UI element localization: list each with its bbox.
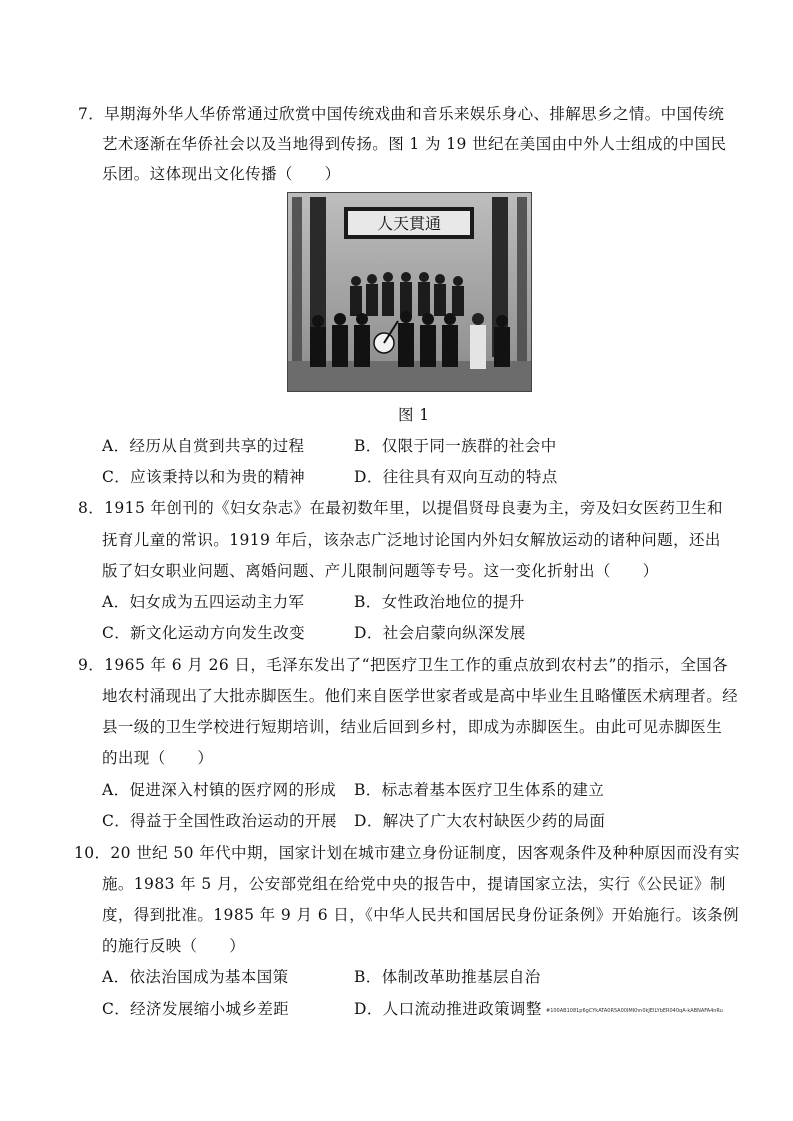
q10-stem-line-2: 施。1983 年 5 月，公安部党组在给党中央的报告中，提请国家立法，实行《公民证》制 <box>102 875 726 893</box>
q9-option-c: C．得益于全国性政治运动的开展 <box>102 812 337 830</box>
q9-option-b: B．标志着基本医疗卫生体系的建立 <box>354 781 605 799</box>
figure-caption: 图 1 <box>398 406 430 424</box>
q8-stem-line-3: 版了妇女职业问题、离婚问题、产儿限制问题等专号。这一变化折射出（ ） <box>102 562 659 580</box>
q7-figure-photo <box>287 192 532 392</box>
q8-option-b: B．女性政治地位的提升 <box>354 593 525 611</box>
q10-stem-line-3: 度，得到批准。1985 年 9 月 6 日，《中华人民共和国居民身份证条例》开始施行。该条例 <box>102 906 739 924</box>
q10-option-c: C．经济发展缩小城乡差距 <box>102 1000 290 1018</box>
q9-stem-line-4: 的出现（ ） <box>102 749 214 767</box>
q7-option-a: A．经历从自赏到共享的过程 <box>102 437 305 455</box>
q9-stem-line-1: 9．1965 年 6 月 26 日，毛泽东发出了“把医疗卫生工作的重点放到农村去”的指示，全国各 <box>78 656 729 674</box>
q8-option-d: D．社会启蒙向纵深发展 <box>354 624 526 642</box>
q7-option-d: D．往往具有双向互动的特点 <box>354 468 558 486</box>
q8-stem-line-1: 8．1915 年创刊的《妇女杂志》在最初数年里，以提倡贤母良妻为主，旁及妇女医药卫生和 <box>78 499 723 517</box>
q10-stem-line-4: 的施行反映（ ） <box>102 937 246 955</box>
q8-option-c: C．新文化运动方向发生改变 <box>102 624 306 642</box>
q10-stem-line-1: 10．20 世纪 50 年代中期，国家计划在城市建立身份证制度，因客观条件及种种原因而没有实 <box>74 844 740 862</box>
q8-option-a: A．妇女成为五四运动主力军 <box>102 593 305 611</box>
q9-stem-line-3: 县一级的卫生学校进行短期培训，结业后回到乡村，即成为赤脚医生。由此可见赤脚医生 <box>102 718 723 736</box>
q9-option-a: A．促进深入村镇的医疗网的形成 <box>102 781 337 799</box>
q7-stem-line-1: 7．早期海外华人华侨常通过欣赏中国传统戏曲和音乐来娱乐身心、排解思乡之情。中国传统 <box>78 105 725 123</box>
q10-option-d: D．人口流动推进政策调整 <box>354 1000 542 1018</box>
q7-stem-line-2: 艺术逐渐在华侨社会以及当地得到传扬。图 1 为 19 世纪在美国由中外人士组成的中国民 <box>102 135 727 153</box>
q10-option-a: A．依法治国成为基本国策 <box>102 968 289 986</box>
q9-option-d: D．解决了广大农村缺医少药的局面 <box>354 812 606 830</box>
sign-text: 人天貫通 <box>376 214 442 233</box>
q7-stem-line-3: 乐团。这体现出文化传播（ ） <box>102 165 341 183</box>
q7-option-b: B．仅限于同一族群的社会中 <box>354 437 557 455</box>
q7-option-c: C．应该秉持以和为贵的精神 <box>102 468 306 486</box>
q10-option-b: B．体制改革助推基层自治 <box>354 968 541 986</box>
q9-stem-line-2: 地农村涌现出了大批赤脚医生。他们来自医学世家者或是高中毕业生且略懂医术病理者。经 <box>102 687 739 705</box>
q8-stem-line-2: 抚育儿童的常识。1919 年后，该杂志广泛地讨论国内外妇女解放运动的诸种问题，还出 <box>102 531 721 549</box>
watermark-text: #100AB1081p6gCYkATA0R5A00IMKhn0kJEILYbER040qA-kABNAFA4nRu <box>546 1008 723 1014</box>
